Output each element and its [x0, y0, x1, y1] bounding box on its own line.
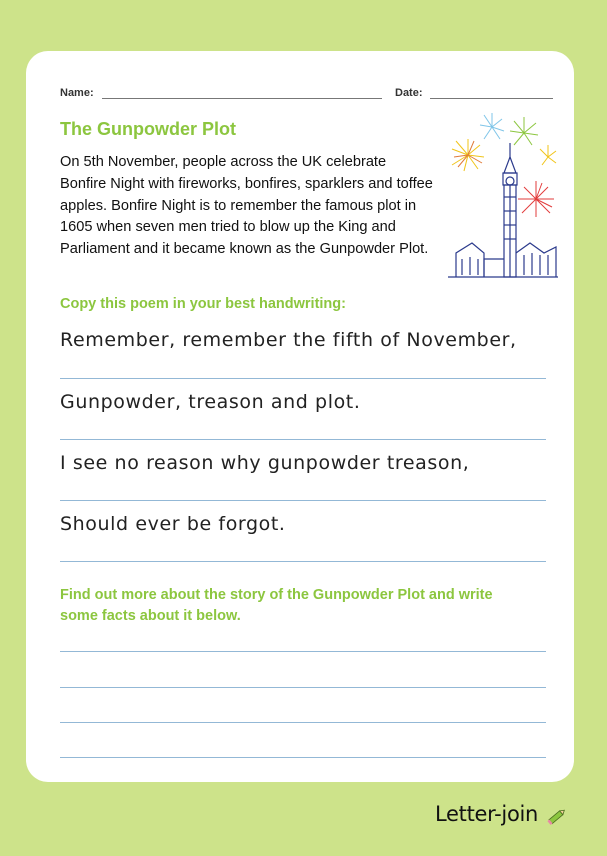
- poem-line: Should ever be forgot.: [60, 513, 286, 535]
- pencil-icon: [546, 806, 568, 828]
- page-title: The Gunpowder Plot: [60, 119, 236, 139]
- date-field[interactable]: [430, 98, 553, 99]
- name-label: Name:: [60, 87, 94, 99]
- fireworks-big-ben-illustration: [444, 103, 560, 281]
- letter-join-logo: Letter-join: [435, 802, 539, 826]
- name-date-row: [60, 87, 554, 103]
- writing-line[interactable]: [60, 500, 546, 501]
- writing-line[interactable]: [60, 687, 546, 688]
- writing-line[interactable]: [60, 561, 546, 562]
- poem-line: I see no reason why gunpowder treason,: [60, 452, 470, 474]
- date-label: Date:: [395, 87, 423, 99]
- poem-line: Remember, remember the fifth of November,: [60, 329, 517, 351]
- writing-line[interactable]: [60, 378, 546, 379]
- writing-line[interactable]: [60, 722, 546, 723]
- writing-line[interactable]: [60, 757, 546, 758]
- intro-paragraph: On 5th November, people across the UK celebrate Bonfire Night with fireworks, bonfires, sparklers and toffee apples. Bonfire Night is to remember the famous plot in 1605 when seven men tried to blow up the King and Parliament and it became known as the Gunpowder Plot.: [60, 154, 433, 258]
- copy-instruction: Copy this poem in your best handwriting:: [60, 296, 346, 312]
- facts-instruction: Find out more about the story of the Gunpowder Plot and write some facts about it below.: [60, 587, 493, 624]
- poem-line: Gunpowder, treason and plot.: [60, 391, 361, 413]
- writing-line[interactable]: [60, 651, 546, 652]
- name-field[interactable]: [102, 98, 382, 99]
- writing-line[interactable]: [60, 439, 546, 440]
- worksheet: [26, 51, 574, 782]
